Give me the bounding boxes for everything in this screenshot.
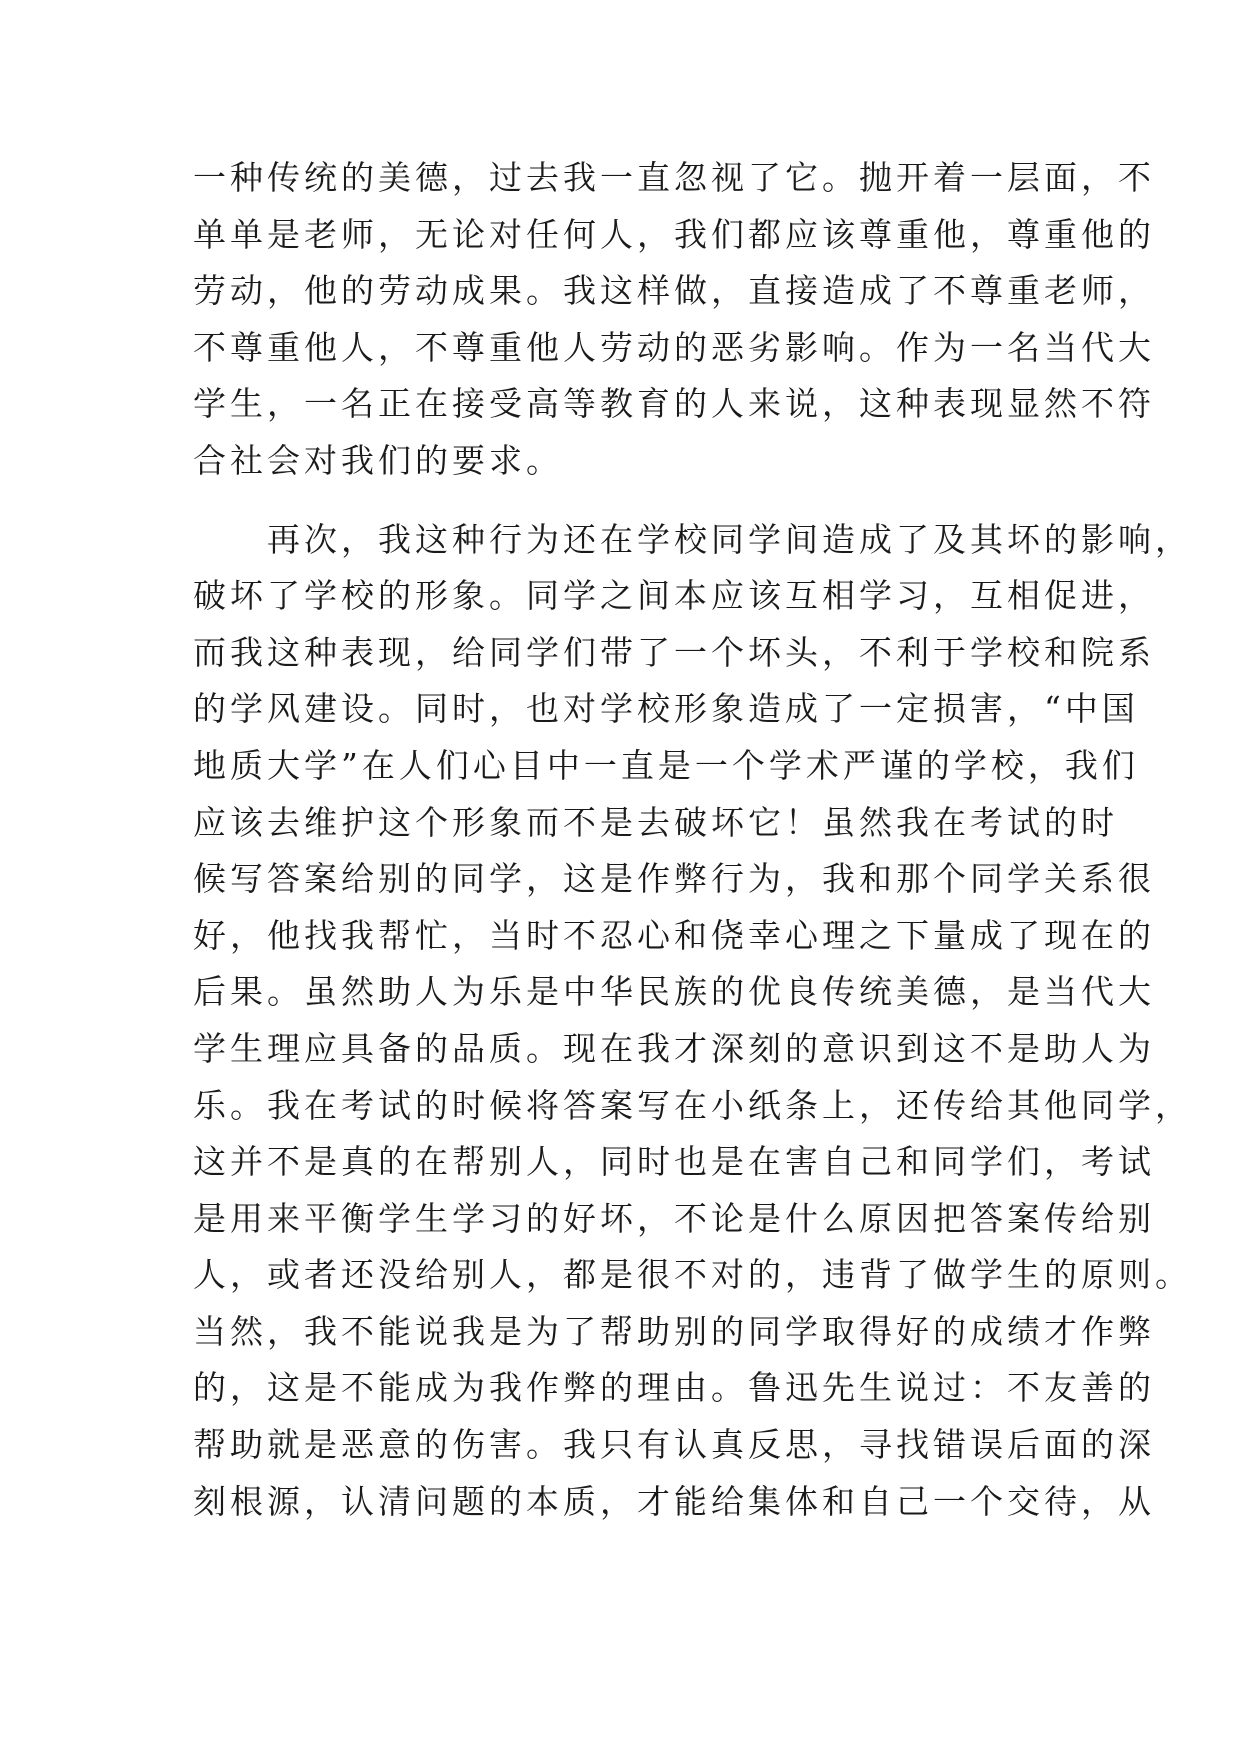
text-line: 这并不是真的在帮别人，同时也是在害自己和同学们，考试 — [193, 1142, 1155, 1182]
text-line: 的学风建设。同时，也对学校形象造成了一定损害，“中国 — [193, 689, 1139, 729]
text-line: 刻根源，认清问题的本质，才能给集体和自己一个交待，从 — [193, 1481, 1155, 1521]
paragraph-1 — [193, 150, 1155, 490]
text-line: 乐。我在考试的时候将答案写在小纸条上，还传给其他同学， — [193, 1085, 1192, 1125]
text-line: 合社会对我们的要求。 — [193, 440, 563, 480]
text-line: 学生理应具备的品质。现在我才深刻的意识到这不是助人为 — [193, 1028, 1155, 1068]
text-line: 是用来平衡学生学习的好坏，不论是什么原因把答案传给别 — [193, 1198, 1155, 1238]
text-line: 一种传统的美德，过去我一直忽视了它。抛开着一层面，不 — [193, 158, 1155, 197]
text-line: 后果。虽然助人为乐是中华民族的优良传统美德，是当代大 — [193, 972, 1155, 1012]
text-line: 帮助就是恶意的伤害。我只有认真反思，寻找错误后面的深 — [193, 1425, 1155, 1465]
text-line: 当然，我不能说我是为了帮助别的同学取得好的成绩才作弊 — [193, 1311, 1155, 1351]
text-line: 单单是老师，无论对任何人，我们都应该尊重他，尊重他的 — [193, 214, 1155, 254]
text-line: 不尊重他人，不尊重他人劳动的恶劣影响。作为一名当代大 — [193, 327, 1155, 367]
body-text — [193, 150, 1192, 1530]
text-line: 应该去维护这个形象而不是去破坏它！虽然我在考试的时 — [193, 802, 1118, 842]
text-line: 再次，我这种行为还在学校同学间造成了及其坏的影响， — [193, 519, 1192, 559]
text-line: 人，或者还没给别人，都是很不对的，违背了做学生的原则。 — [193, 1255, 1192, 1295]
text-line: 劳动，他的劳动成果。我这样做，直接造成了不尊重老师， — [193, 271, 1155, 311]
text-line: 好，他找我帮忙，当时不忍心和侥幸心理之下量成了现在的 — [193, 915, 1155, 955]
paragraph-gap — [193, 490, 1053, 512]
text-line: 学生，一名正在接受高等教育的人来说，这种表现显然不符 — [193, 384, 1155, 424]
text-line: 而我这种表现，给同学们带了一个坏头，不利于学校和院系 — [193, 632, 1155, 672]
text-line: 的，这是不能成为我作弊的理由。鲁迅先生说过：不友善的 — [193, 1368, 1155, 1408]
text-line: 候写答案给别的同学，这是作弊行为，我和那个同学关系很 — [193, 859, 1155, 899]
text-line: 破坏了学校的形象。同学之间本应该互相学习，互相促进， — [193, 576, 1155, 616]
text-line: 地质大学”在人们心目中一直是一个学术严谨的学校，我们 — [193, 745, 1139, 785]
paragraph-2 — [193, 512, 1192, 1531]
